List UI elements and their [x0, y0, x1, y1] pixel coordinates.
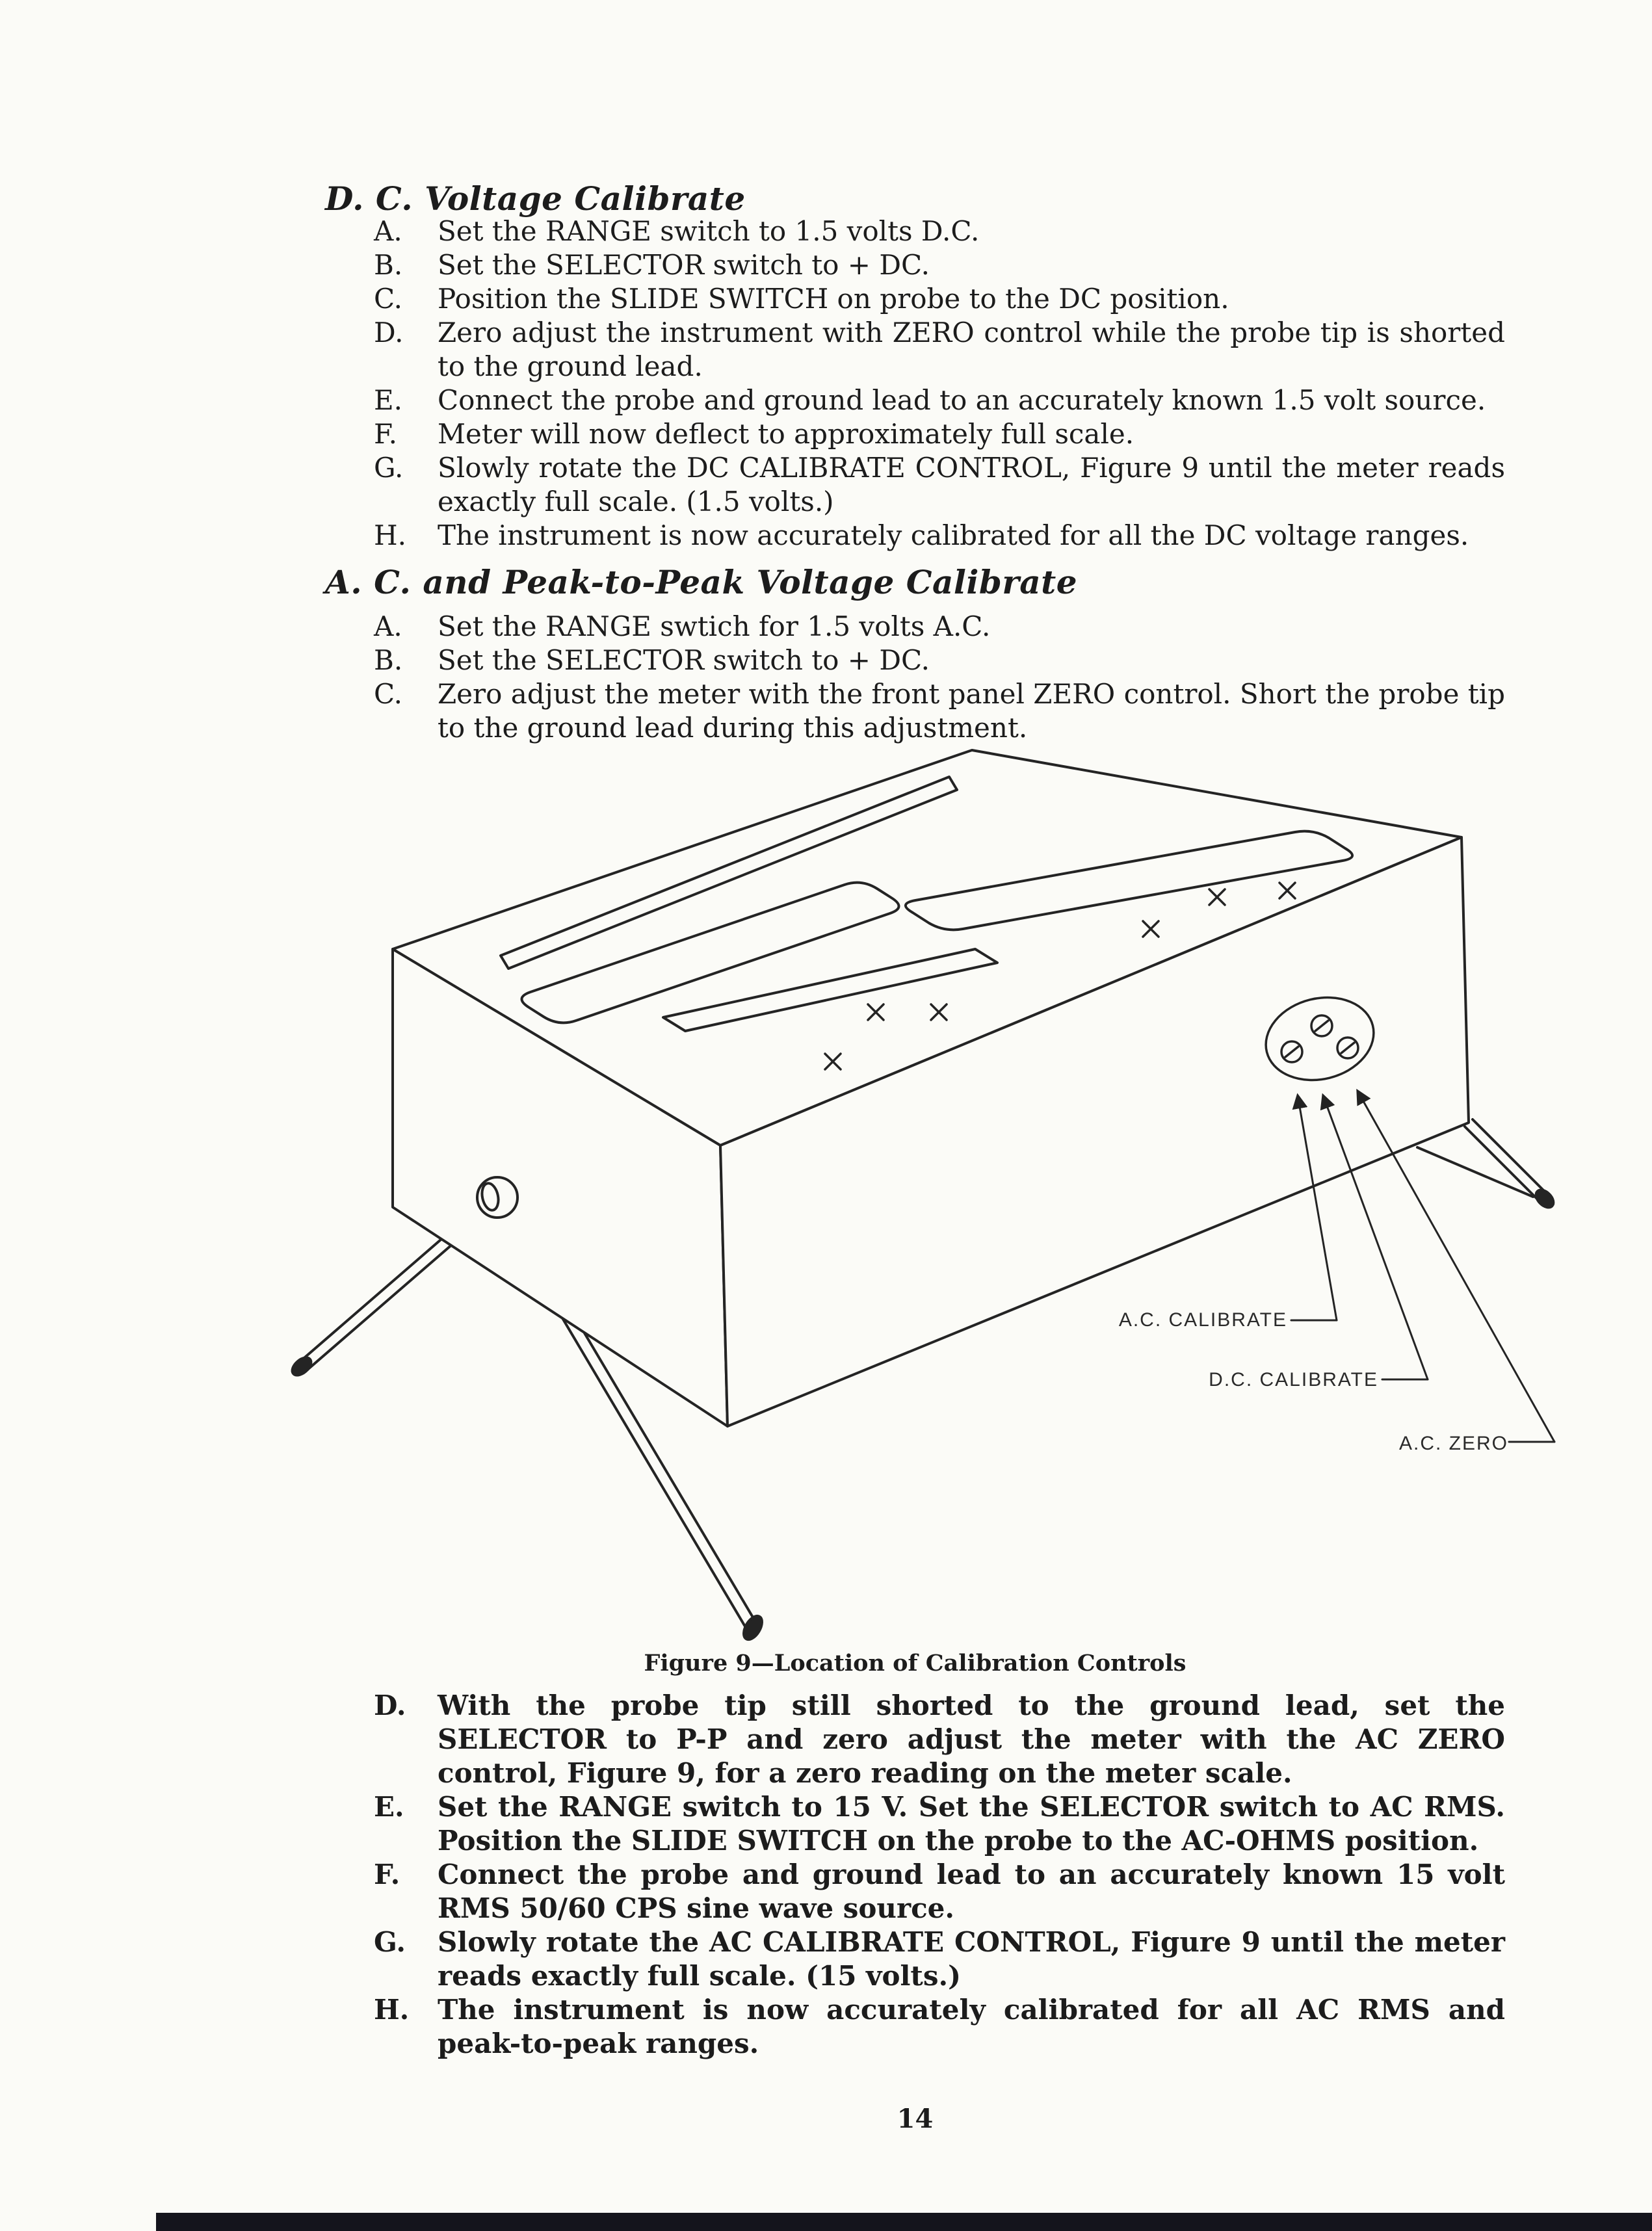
item-letter: C. [374, 678, 402, 710]
list-item [374, 1993, 1505, 2061]
list-item [374, 215, 1505, 248]
label-dc-calibrate: D.C. CALIBRATE [1209, 1369, 1378, 1390]
list-item [374, 644, 1505, 677]
item-letter: H. [374, 1994, 410, 2026]
item-letter: B. [374, 249, 403, 281]
item-letter: D. [374, 1690, 406, 1721]
item-text: Meter will now deflect to approximately full scale. [438, 418, 1134, 450]
ac-zero-knob [1337, 1037, 1358, 1058]
item-letter: C. [374, 283, 402, 315]
ac-calibrate-steps-continued [374, 1689, 1505, 2061]
item-text: Connect the probe and ground lead to an accurately known 1.5 volt source. [438, 384, 1486, 416]
instrument-cabinet-outline [393, 750, 1469, 1426]
ac-calibrate-steps [374, 610, 1505, 745]
item-text: Set the SELECTOR switch to + DC. [438, 249, 930, 281]
item-text: Set the SELECTOR switch to + DC. [438, 644, 930, 676]
list-item [374, 677, 1505, 745]
item-letter: E. [374, 384, 403, 416]
dc-calibrate-knob [1311, 1015, 1332, 1036]
item-text: The instrument is now accurately calibrated for all AC RMS and peak-to-peak ranges. [438, 1994, 1505, 2059]
item-letter: B. [374, 644, 403, 676]
section-heading-dc-voltage-calibrate: D. C. Voltage Calibrate [325, 179, 746, 218]
item-letter: A. [374, 610, 402, 642]
item-letter: D. [374, 317, 404, 348]
list-item [374, 1925, 1505, 1993]
item-letter: F. [374, 1859, 400, 1890]
list-item [374, 316, 1505, 384]
list-item [374, 519, 1505, 553]
list-item [374, 384, 1505, 417]
item-text: With the probe tip still shorted to the ground lead, set the SELECTOR to P-P and zero adjust the meter with the AC ZERO control, Figure 9, for a zero reading on the meter scale. [438, 1690, 1505, 1789]
label-ac-zero: A.C. ZERO [1398, 1433, 1508, 1454]
list-item [374, 248, 1505, 282]
scan-edge-bar [156, 2213, 1652, 2231]
list-item [374, 610, 1505, 644]
item-text: Slowly rotate the DC CALIBRATE CONTROL, Figure 9 until the meter reads exactly full scale. (1.5 volts.) [438, 452, 1505, 517]
label-ac-calibrate: A.C. CALIBRATE [1118, 1309, 1287, 1331]
list-item [374, 1790, 1505, 1858]
item-text: The instrument is now accurately calibrated for all the DC voltage ranges. [438, 519, 1469, 551]
ac-calibrate-knob [1281, 1041, 1302, 1062]
item-letter: H. [374, 519, 406, 551]
page-number: 14 [897, 2104, 934, 2134]
list-item [374, 1858, 1505, 1925]
list-item [374, 451, 1505, 519]
figure-9-instrument-drawing [150, 741, 1612, 1690]
section-heading-ac-peak-to-peak-calibrate: A. C. and Peak-to-Peak Voltage Calibrate [325, 563, 1078, 601]
item-letter: F. [374, 418, 397, 450]
item-text: Set the RANGE swtich for 1.5 volts A.C. [438, 610, 991, 642]
item-letter: A. [374, 215, 402, 247]
list-item [374, 282, 1505, 316]
figure-caption: Figure 9—Location of Calibration Controls [644, 1650, 1187, 1677]
item-text: Connect the probe and ground lead to an accurately known 15 volt RMS 50/60 CPS sine wave source. [438, 1859, 1505, 1924]
dc-calibrate-steps [374, 215, 1505, 553]
item-text: Zero adjust the meter with the front panel ZERO control. Short the probe tip to the ground lead during this adjustment. [438, 678, 1505, 744]
list-item [374, 1689, 1505, 1790]
item-letter: G. [374, 452, 404, 484]
leg-hub [477, 1177, 518, 1218]
item-text: Position the SLIDE SWITCH on probe to the DC position. [438, 283, 1229, 315]
item-text: Zero adjust the instrument with ZERO control while the probe tip is shorted to the ground lead. [438, 317, 1505, 382]
item-text: Slowly rotate the AC CALIBRATE CONTROL, Figure 9 until the meter reads exactly full scale. (15 volts.) [438, 1926, 1505, 1992]
item-letter: E. [374, 1791, 404, 1823]
item-text: Set the RANGE switch to 15 V. Set the SELECTOR switch to AC RMS. Position the SLIDE SWITCH on the probe to the AC-OHMS position. [438, 1791, 1505, 1857]
item-text: Set the RANGE switch to 1.5 volts D.C. [438, 215, 980, 247]
list-item [374, 417, 1505, 451]
item-letter: G. [374, 1926, 406, 1958]
